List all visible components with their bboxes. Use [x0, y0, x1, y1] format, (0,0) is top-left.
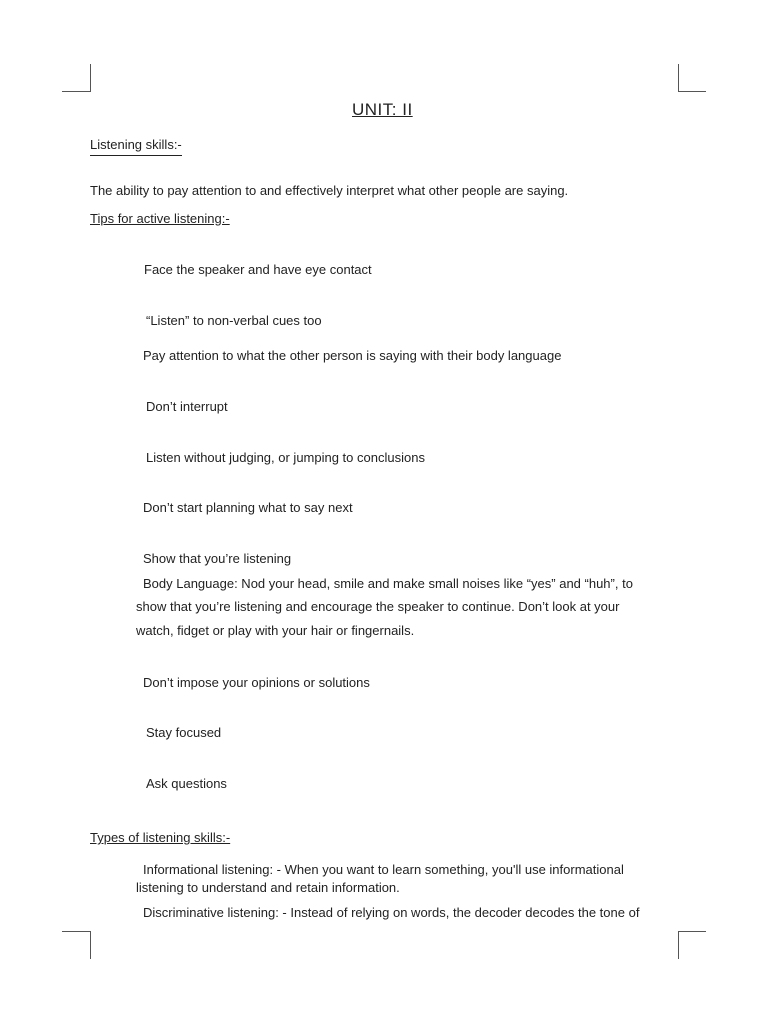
crop-mark-top-right-v	[678, 64, 679, 92]
discriminative-line: Discriminative listening: - Instead of relying on words, the decoder decodes the tone of	[143, 905, 640, 920]
page-title: UNIT: II	[352, 100, 413, 119]
tip-item: Don’t interrupt	[146, 399, 228, 414]
informational-line: Informational listening: - When you want to learn something, you'll use informational	[143, 862, 624, 877]
body-language-line: watch, fidget or play with your hair or fingernails.	[136, 623, 415, 638]
listening-skills-heading: Listening skills:-	[90, 137, 182, 156]
crop-mark-bottom-left-v	[90, 931, 91, 959]
tip-item: Stay focused	[146, 725, 222, 740]
definition-text: The ability to pay attention to and effectively interpret what other people are saying.	[90, 183, 569, 198]
crop-mark-bottom-right-h	[678, 931, 706, 932]
crop-mark-top-left-v	[90, 64, 91, 92]
tip-item: Ask questions	[146, 776, 227, 791]
crop-mark-top-right-h	[678, 91, 706, 92]
types-heading: Types of listening skills:-	[90, 830, 231, 845]
body-language-line: Body Language: Nod your head, smile and make small noises like “yes” and “huh”, to	[143, 576, 633, 591]
tip-item: Don’t impose your opinions or solutions	[143, 675, 370, 690]
tip-item: Listen without judging, or jumping to conclusions	[146, 450, 425, 465]
crop-mark-bottom-right-v	[678, 931, 679, 959]
tip-item: Pay attention to what the other person is saying with their body language	[143, 348, 562, 363]
body-language-line: show that you’re listening and encourage the speaker to continue. Don’t look at your	[136, 599, 620, 614]
crop-mark-top-left-h	[62, 91, 90, 92]
tip-item: Face the speaker and have eye contact	[144, 262, 372, 277]
tip-item: “Listen” to non-verbal cues too	[146, 313, 322, 328]
tips-heading: Tips for active listening:-	[90, 211, 230, 226]
informational-line: listening to understand and retain information.	[136, 880, 400, 895]
tip-item: Show that you’re listening	[143, 551, 292, 566]
tip-item: Don’t start planning what to say next	[143, 500, 353, 515]
crop-mark-bottom-left-h	[62, 931, 90, 932]
